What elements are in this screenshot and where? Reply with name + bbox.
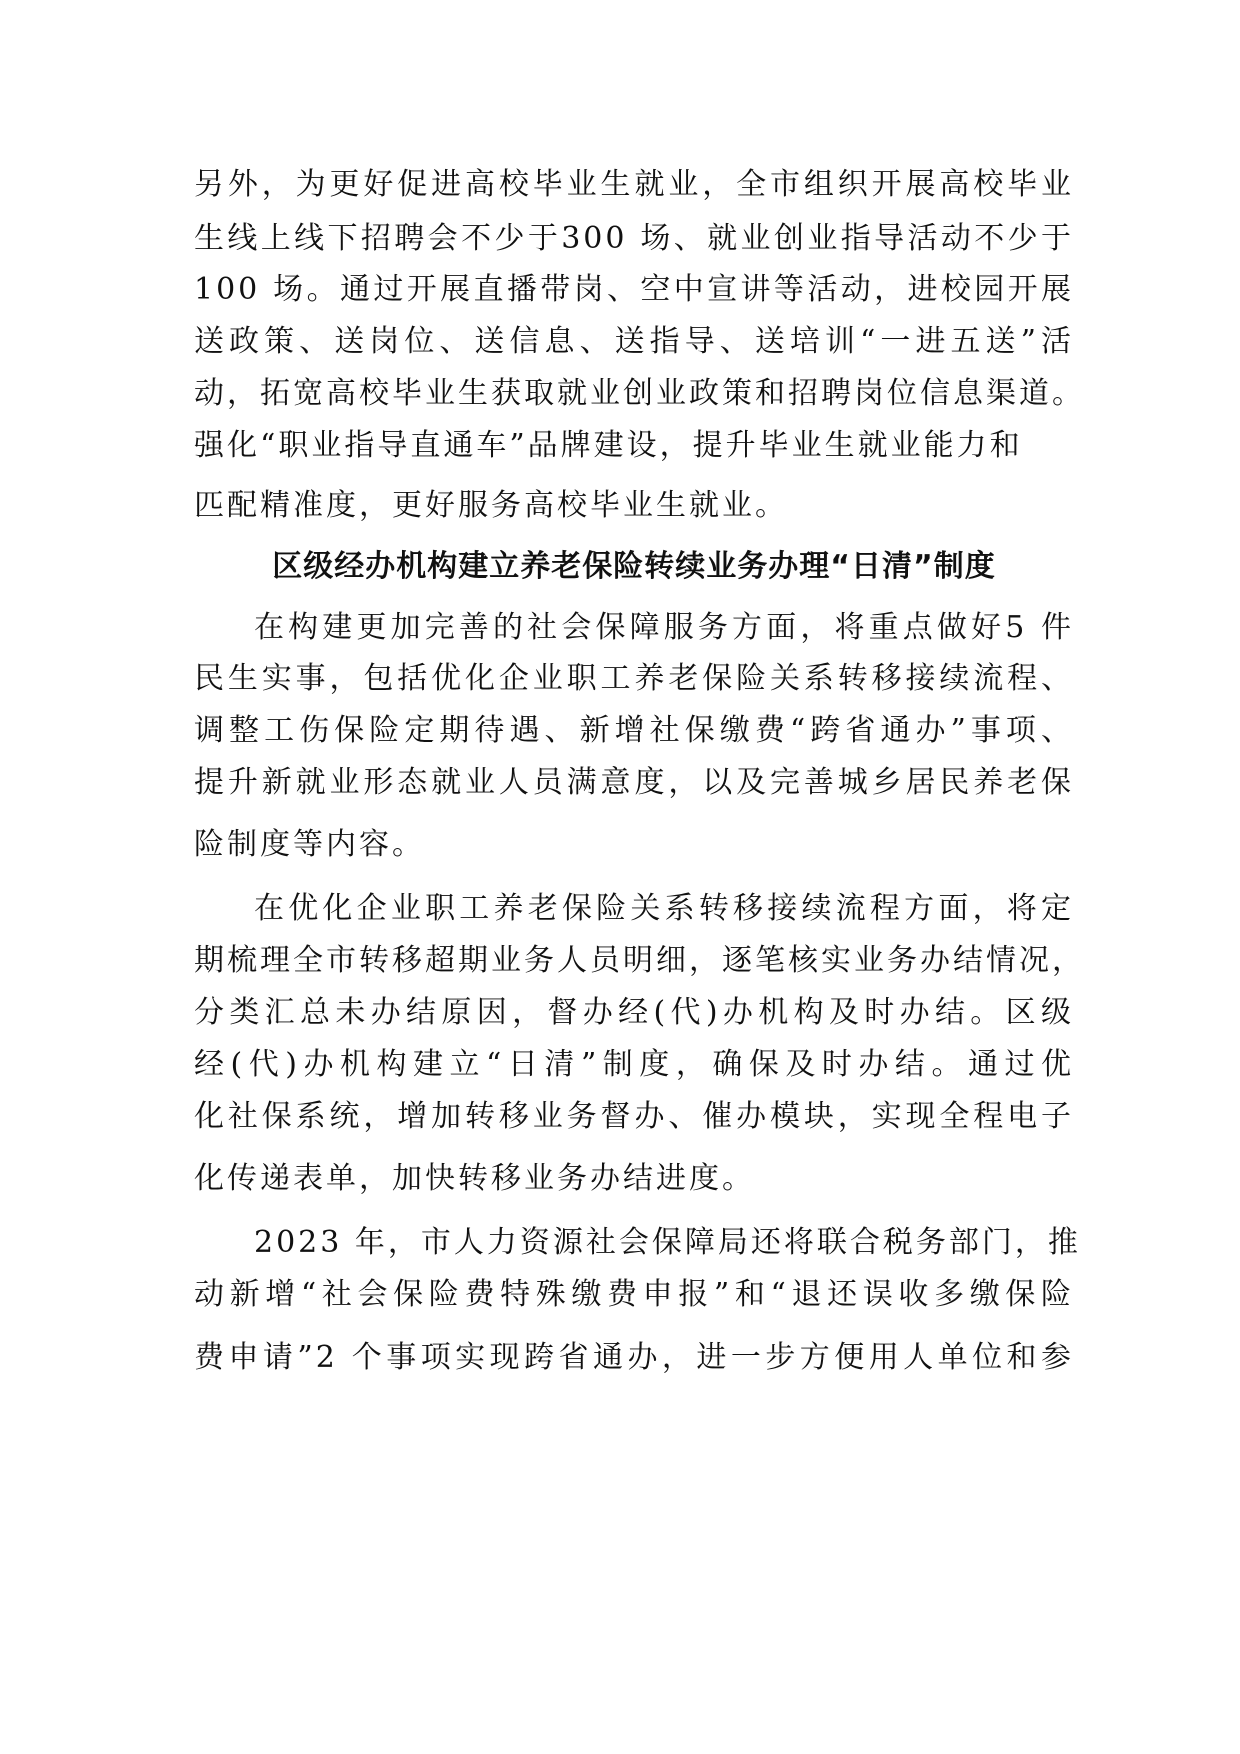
paragraph-3-line-6: 化传递表单，加快转移业务办结进度。 <box>194 1161 755 1196</box>
paragraph-1-line-2: 生线上线下招聘会不少于300 场、就业创业指导活动不少于 <box>194 221 1074 256</box>
paragraph-4-line-2: 动新增“社会保险费特殊缴费申报”和“退还误收多缴保险 <box>194 1277 1074 1312</box>
paragraph-2-line-2: 民生实事，包括优化企业职工养老保险关系转移接续流程、 <box>194 661 1074 696</box>
section-heading: 区级经办机构建立养老保险转续业务办理“日清”制度 <box>272 549 996 584</box>
paragraph-3-line-5: 化社保系统，增加转移业务督办、催办模块，实现全程电子 <box>194 1099 1074 1134</box>
paragraph-3-line-3: 分类汇总未办结原因，督办经(代)办机构及时办结。区级 <box>194 995 1074 1030</box>
paragraph-2-line-5: 险制度等内容。 <box>194 827 425 862</box>
paragraph-2-line-1: 在构建更加完善的社会保障服务方面，将重点做好5 件 <box>254 610 1074 645</box>
paragraph-1-line-3: 100 场。通过开展直播带岗、空中宣讲等活动，进校园开展 <box>194 272 1074 307</box>
paragraph-3-line-4: 经(代)办机构建立“日清”制度，确保及时办结。通过优 <box>194 1047 1074 1082</box>
paragraph-4-line-3: 费申请”2 个事项实现跨省通办，进一步方便用人单位和参 <box>194 1340 1074 1375</box>
paragraph-3-line-2: 期梳理全市转移超期业务人员明细，逐笔核实业务办结情况， <box>194 943 1085 978</box>
paragraph-1-line-1: 另外，为更好促进高校毕业生就业，全市组织开展高校毕业 <box>194 167 1074 202</box>
paragraph-1-line-5: 动，拓宽高校毕业生获取就业创业政策和招聘岗位信息渠道。 <box>194 376 1085 411</box>
paragraph-1-line-4: 送政策、送岗位、送信息、送指导、送培训“一进五送”活 <box>194 324 1074 359</box>
paragraph-1-line-6: 强化“职业指导直通车”品牌建设，提升毕业生就业能力和 <box>194 428 1023 463</box>
paragraph-3-line-1: 在优化企业职工养老保险关系转移接续流程方面，将定 <box>254 891 1074 926</box>
paragraph-2-line-4: 提升新就业形态就业人员满意度，以及完善城乡居民养老保 <box>194 765 1074 800</box>
paragraph-1-line-7: 匹配精准度，更好服务高校毕业生就业。 <box>194 488 788 523</box>
paragraph-4-line-1: 2023 年，市人力资源社会保障局还将联合税务部门，推 <box>254 1225 1081 1260</box>
paragraph-2-line-3: 调整工伤保险定期待遇、新增社保缴费“跨省通办”事项、 <box>194 713 1074 748</box>
